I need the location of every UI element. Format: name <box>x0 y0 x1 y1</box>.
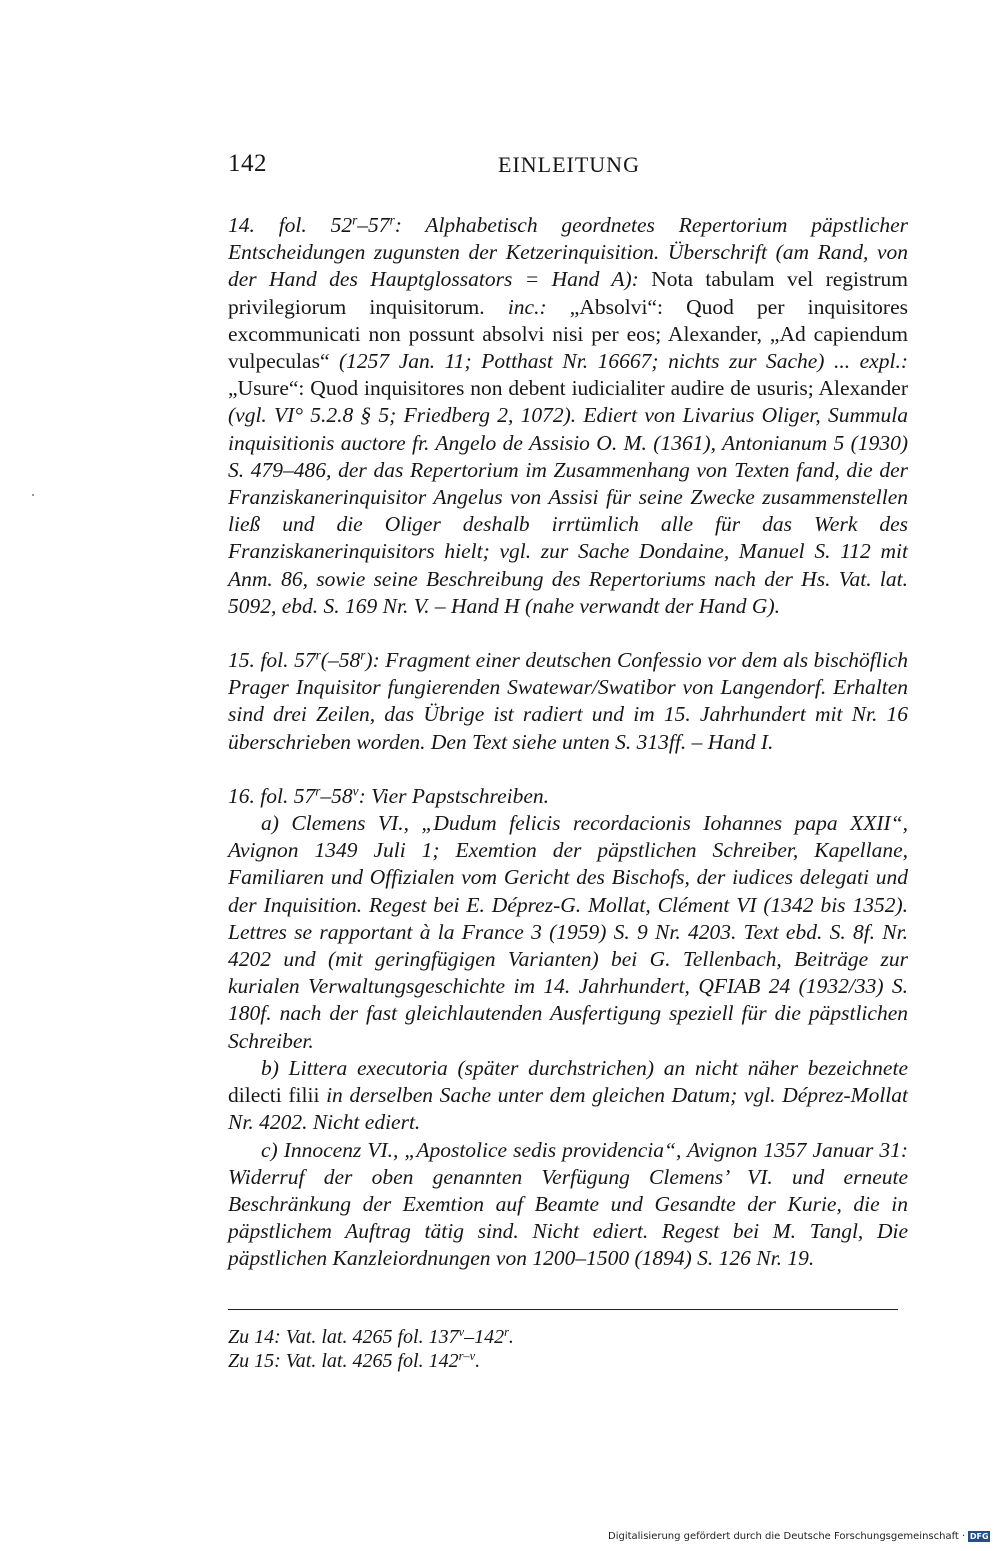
scan-speck <box>32 494 34 496</box>
entry-16-a: a) Clemens VI., „Dudum felicis recordacionis Iohannes papa XXII“, Avignon 1349 Juli 1; Exemtion der päpstlichen Schreiber, Kapellane, Familiaren und Offizialen vom Gericht des Bischofs, der iudices delegati und der Inquisition. Regest bei E. Déprez-G. Mollat, Clément VI (1342 bis 1352). Lettres se rapportant à la France 3 (1959) S. 9 Nr. 4203. Text ebd. S. 8f. Nr. 4202 und (mit geringfügigen Varianten) bei G. Tellenbach, Beiträge zur kurialen Verwaltungsgeschichte im 14. Jahrhundert, QFIAB 24 (1932/33) S. 180f. nach der fast gleichlautenden Ausfertigung speziell für die päpstlichen Schreiber. <box>228 811 908 1053</box>
footnotes <box>228 1325 908 1373</box>
folio-superscript: r <box>360 647 366 663</box>
folio-superscript: v <box>458 1325 465 1340</box>
footnote-text: Zu 14: Vat. lat. 4265 fol. 137 <box>228 1326 459 1348</box>
entry-16-b <box>228 1055 908 1137</box>
page-number: 142 <box>228 150 267 177</box>
entry-14-text: : Alphabetisch geordnetes Repertorium päpstlicher Entscheidungen zugunsten der Ketzerinquisition. Überschrift (am Rand, von der Hand des Hauptglossators = Hand A): <box>228 213 908 292</box>
entry-16-c: c) Innocenz VI., „Apostolice sedis providencia“, Avignon 1357 Januar 31: Widerruf der oben genannten Verfügung Clemens’ VI. und erneute Beschränkung der Exemtion auf Beamte und Gesandte der Kurie, die in päpstlichem Auftrag tätig sind. Nicht ediert. Regest bei M. Tangl, Die päpstlichen Kanzleiordnungen von 1200–1500 (1894) S. 126 Nr. 19. <box>228 1137 908 1271</box>
footnote-text: . <box>475 1350 481 1372</box>
dfg-logo: DFG <box>969 1532 989 1541</box>
entry-16-text: : Vier Papstschreiben. <box>358 783 550 808</box>
folio-superscript: r <box>389 212 395 228</box>
folio-superscript: v <box>352 783 359 799</box>
entry-16-b-text: b) Littera executoria (später durchstrichen) an nicht näher bezeichnete <box>261 1055 908 1080</box>
running-title: EINLEITUNG <box>498 152 640 177</box>
entry-16-b-text: in derselben Sache unter dem gleichen Datum; vgl. Déprez-Mollat Nr. 4202. Nicht ediert. <box>228 1083 908 1135</box>
footnote-14 <box>228 1325 908 1349</box>
entry-16 <box>228 783 908 810</box>
entry-14-text: „Usure“: Quod inquisitores non debent iudicialiter audire de usuris; Alexander <box>228 376 908 401</box>
footnote-15 <box>228 1349 908 1373</box>
folio-superscript: r <box>352 212 358 228</box>
entry-14-text: –57 <box>357 213 390 237</box>
footnote-text: . <box>508 1326 514 1348</box>
entry-14-text: 14. fol. 52 <box>228 213 353 237</box>
entry-16-text: –58 <box>320 783 353 808</box>
page-header <box>228 150 908 190</box>
footnote-text: Zu 15: Vat. lat. 4265 fol. 142 <box>228 1350 459 1372</box>
credit-text: Digitalisierung gefördert durch die Deutsche Forschungsgemeinschaft · <box>608 1531 966 1542</box>
footnote-text: –142 <box>464 1326 505 1348</box>
folio-superscript: r <box>315 647 321 663</box>
entry-15-text: (–58 <box>320 648 361 673</box>
entry-15 <box>228 647 908 756</box>
entry-14-text: (1257 Jan. 11; Potthast Nr. 16667; nichts zur Sache) ... expl.: <box>339 349 908 374</box>
entry-15-text: 15. fol. 57 <box>228 648 316 673</box>
entry-15-text: ): Fragment einer deutschen Confessio vor dem als bischöflich Prager Inquisitor fungierenden Swatewar/Swatibor von Langendorf. Erhalten sind drei Zeilen, das Übrige ist radiert und im 15. Jahrhundert mit Nr. 16 überschrieben worden. Den Text siehe unten S. 313ff. – Hand I. <box>228 648 908 754</box>
folio-superscript: r <box>315 783 321 799</box>
footnote-rule <box>228 1309 898 1310</box>
entry-14-text: Nota tabulam vel registrum privilegiorum inquisitorum. <box>228 267 909 319</box>
entry-16-text: 16. fol. 57 <box>228 783 316 808</box>
folio-superscript: r–v <box>458 1349 476 1364</box>
entry-16-b-text: dilecti filii <box>228 1083 320 1108</box>
entry-14-text: inc.: <box>507 294 547 319</box>
entry-14-text: (vgl. VI° 5.2.8 § 5; Friedberg 2, 1072). Ediert von Livarius Oliger, Summula inquisitionis auctore fr. Angelo de Assisio O. M. (1361), Antonianum 5 (1930) S. 479–486, der das Repertorium im Zusammenhang von Texten fand, die der Franziskanerinquisitor Angelus von Assisi für seine Zwecke zusammenstellen ließ und die Oliger deshalb irrtümlich alle für das Werk des Franziskanerinquisitors hielt; vgl. zur Sache Dondaine, Manuel S. 112 mit Anm. 86, sowie seine Beschreibung des Repertoriums nach der Hs. Vat. lat. 5092, ebd. S. 169 Nr. V. – Hand H (nahe verwandt der Hand G). <box>228 403 908 618</box>
entry-14-text: „Absolvi“: Quod per inquisitores excommunicati non possunt absolvi nisi per eos; Alexander, „Ad capiendum vulpeculas“ <box>228 294 908 374</box>
body-text <box>228 212 908 1273</box>
entry-14 <box>228 212 908 620</box>
folio-superscript: r <box>504 1325 509 1340</box>
digitization-credit <box>608 1531 990 1542</box>
